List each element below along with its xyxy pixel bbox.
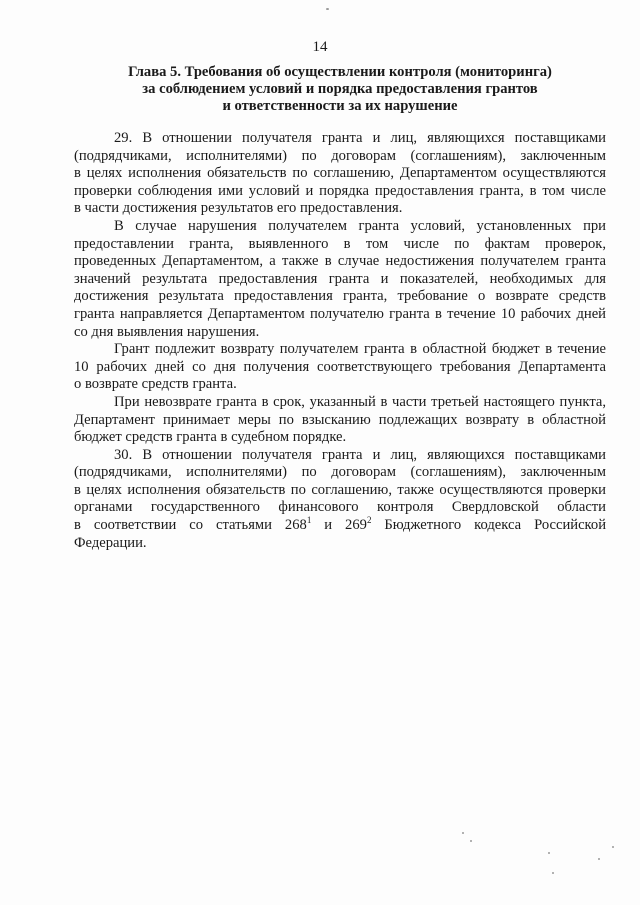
- text-line: При невозврате гранта в срок, указанный в части третьей настоящего пункта,: [114, 393, 606, 410]
- paragraph-grant-return: [74, 341, 606, 394]
- body-text: [74, 130, 606, 552]
- paragraph-non-return: [74, 394, 606, 447]
- scan-speck: [326, 8, 329, 10]
- scan-speck: [612, 846, 614, 848]
- text-line: бюджет средств гранта в судебном порядке.: [74, 429, 347, 446]
- text-line: проведенных Департаментом, а также в случае недостижения получателем гранта: [74, 253, 606, 270]
- article-268-superscript: 1: [306, 515, 312, 526]
- scan-speck: [548, 852, 550, 854]
- text-line: значений результата предоставления гранта и показателей, необходимых для: [74, 270, 606, 287]
- scan-speck: [462, 832, 464, 834]
- text-line: (подрядчиками, исполнителями) по договорам (соглашениям), заключенным: [74, 147, 606, 164]
- text-line: со дня выявления нарушения.: [74, 323, 260, 340]
- articles-lead-text: в соответствии со статьями 268: [74, 517, 307, 534]
- text-line: предоставлении гранта, выявленного в том числе по фактам проверок,: [74, 235, 606, 252]
- paragraph-violation: [74, 218, 606, 341]
- chapter-heading-line-3: и ответственности за их нарушение: [222, 98, 458, 114]
- text-line: о возврате средств гранта.: [74, 376, 237, 393]
- chapter-heading-line-2: за соблюдением условий и порядка предоставления грантов: [142, 81, 538, 97]
- chapter-heading-line-1: Глава 5. Требования об осуществлении контроля (мониторинга): [128, 64, 552, 80]
- text-line: проверки соблюдения ими условий и порядка предоставления гранта, в том числе: [74, 182, 606, 199]
- text-line-with-articles: [74, 517, 606, 535]
- text-line: В случае нарушения получателем гранта условий, установленных при: [114, 217, 606, 234]
- text-line: Федерации.: [74, 534, 147, 551]
- text-line: в целях исполнения обязательств по соглашению, также осуществляются проверки: [74, 481, 606, 498]
- page-number: 14: [312, 39, 328, 55]
- scan-speck: [470, 840, 472, 842]
- articles-tail-text: Бюджетного кодекса Российской: [371, 517, 606, 534]
- text-line: органами государственного финансового контроля Свердловской области: [74, 499, 606, 516]
- text-line: 29. В отношении получателя гранта и лиц, являющихся поставщиками: [114, 130, 606, 146]
- text-line: в части достижения результатов его предоставления.: [74, 200, 403, 217]
- paragraph-30: [74, 447, 606, 553]
- chapter-heading: [74, 64, 606, 115]
- text-line: (подрядчиками, исполнителями) по договорам (соглашениям), заключенным: [74, 464, 606, 481]
- text-line: Грант подлежит возврату получателем гранта в областной бюджет в течение: [114, 341, 606, 358]
- paragraph-29: [74, 130, 606, 218]
- text-line: гранта направляется Департаментом получателю гранта в течение 10 рабочих дней: [74, 305, 606, 322]
- text-line: Департамент принимает меры по взысканию подлежащих возврату в областной: [74, 411, 606, 428]
- text-line: достижения результата предоставления гранта, требование о возврате средств: [74, 288, 606, 305]
- article-269-superscript: 2: [366, 515, 372, 526]
- text-line: 30. В отношении получателя гранта и лиц, являющихся поставщиками: [114, 446, 606, 463]
- scan-speck: [598, 858, 600, 860]
- text-line: в целях исполнения обязательств по соглашению, Департаментом осуществляются: [74, 165, 606, 182]
- scan-speck: [552, 872, 554, 874]
- text-line: 10 рабочих дней со дня получения соответствующего требования Департамента: [74, 358, 606, 375]
- articles-middle-text: и 269: [311, 517, 367, 534]
